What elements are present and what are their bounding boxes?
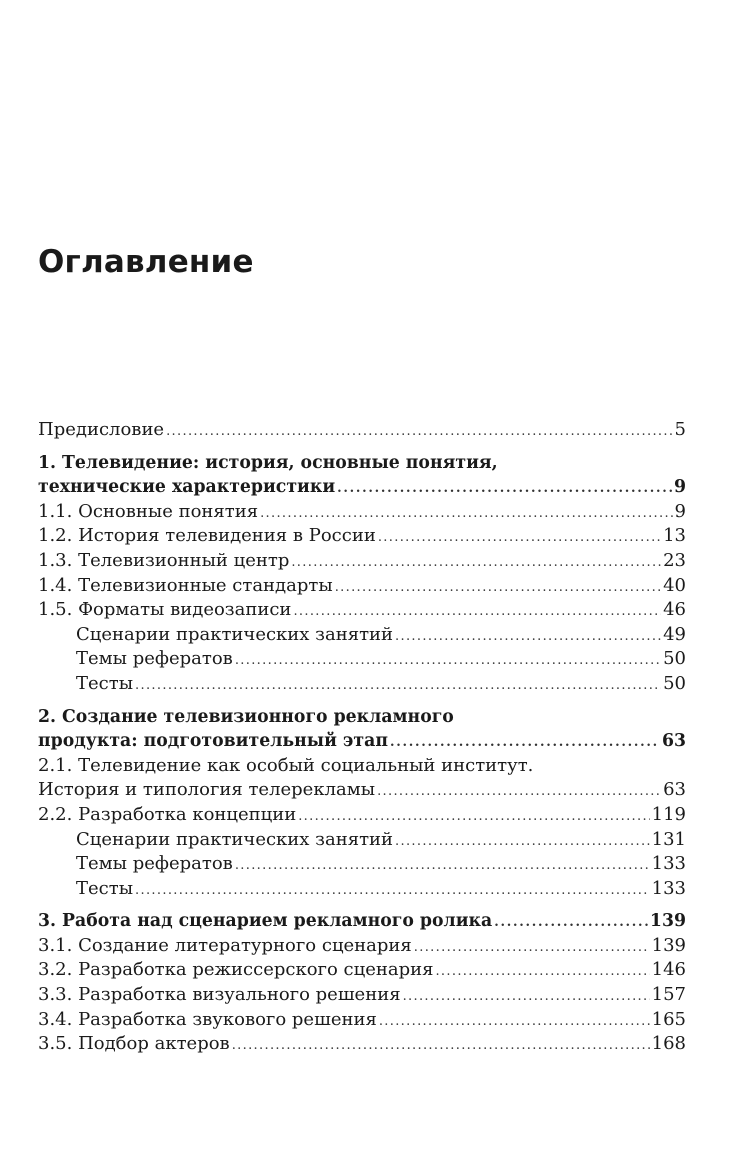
toc-page-number: 165 bbox=[651, 1008, 686, 1030]
dot-leader bbox=[260, 502, 672, 527]
dot-leader bbox=[235, 649, 661, 674]
toc-entry bbox=[38, 549, 686, 574]
toc-entry-title: 2.1. Телевидение как особый социальный институт. bbox=[38, 754, 534, 776]
dot-leader bbox=[293, 600, 661, 625]
toc-entry bbox=[38, 574, 686, 599]
toc-entry-title: 1.1. Основные понятия bbox=[38, 500, 259, 522]
toc-entry bbox=[38, 877, 686, 902]
toc-entry bbox=[38, 623, 686, 648]
toc-entry-title: Темы рефератов bbox=[76, 648, 233, 670]
toc-page-number: 133 bbox=[651, 853, 686, 875]
toc-chapter-3 bbox=[38, 909, 686, 1057]
toc-entry-title: 3.4. Разработка звукового решения bbox=[38, 1008, 377, 1030]
dot-leader bbox=[232, 1034, 650, 1059]
toc-page-number: 40 bbox=[663, 574, 686, 596]
toc-entry-title: История и типология телерекламы bbox=[38, 779, 376, 801]
toc-entry bbox=[38, 1032, 686, 1057]
dot-leader bbox=[337, 477, 672, 502]
dot-leader bbox=[335, 576, 661, 601]
dot-leader bbox=[414, 936, 650, 961]
toc-chapter-2 bbox=[38, 705, 686, 902]
toc-entry bbox=[38, 500, 686, 525]
toc-page-number: 9 bbox=[673, 477, 686, 498]
toc-preface bbox=[38, 418, 686, 443]
toc-entry-title: Темы рефератов bbox=[76, 853, 233, 875]
dot-leader bbox=[403, 985, 650, 1010]
toc-entry-title: 1.5. Форматы видеозаписи bbox=[38, 599, 292, 621]
toc-entry bbox=[38, 475, 686, 500]
toc-page-number: 50 bbox=[663, 672, 686, 694]
toc-entry-title: Сценарии практических занятий bbox=[76, 828, 394, 850]
toc-entry-title: Сценарии практических занятий bbox=[76, 623, 394, 645]
dot-leader bbox=[395, 625, 661, 650]
toc-page-number: 146 bbox=[651, 959, 686, 981]
toc-entry-title: 3.2. Разработка режиссерского сценария bbox=[38, 959, 434, 981]
toc-page-number: 139 bbox=[651, 934, 686, 956]
toc-page-number: 63 bbox=[661, 731, 686, 752]
toc-entry bbox=[38, 1008, 686, 1033]
dot-leader bbox=[135, 674, 661, 699]
toc-page-number: 168 bbox=[651, 1033, 686, 1055]
toc-page-number: 49 bbox=[663, 623, 686, 645]
dot-leader bbox=[135, 879, 650, 904]
toc-entry-title: 2.2. Разработка концепции bbox=[38, 803, 297, 825]
dot-leader bbox=[298, 805, 649, 830]
toc-entry bbox=[38, 958, 686, 983]
toc-page-number: 23 bbox=[663, 549, 686, 571]
toc-entry-title: 1.3. Телевизионный центр bbox=[38, 549, 290, 571]
toc-entry bbox=[38, 524, 686, 549]
toc-entry bbox=[38, 598, 686, 623]
dot-leader bbox=[379, 1010, 650, 1035]
toc-page-number: 119 bbox=[651, 803, 686, 825]
toc-page-number: 157 bbox=[651, 984, 686, 1006]
toc-entry-title: Тесты bbox=[76, 672, 134, 694]
toc-entry bbox=[38, 909, 686, 934]
toc-entry bbox=[38, 803, 686, 828]
dot-leader bbox=[377, 780, 661, 805]
chapter-title: технические характеристики bbox=[38, 477, 336, 498]
toc-entry-title: 1.4. Телевизионные стандарты bbox=[38, 574, 333, 596]
toc-page-number: 46 bbox=[663, 599, 686, 621]
toc-entry bbox=[38, 828, 686, 853]
toc-page-number: 9 bbox=[674, 500, 686, 522]
toc-entry bbox=[38, 647, 686, 672]
toc-entry bbox=[38, 934, 686, 959]
toc-entry-title: 3.1. Создание литературного сценария bbox=[38, 934, 412, 956]
toc-entry-title: Тесты bbox=[76, 877, 134, 899]
toc-page-number: 131 bbox=[651, 828, 686, 850]
chapter-title: 3. Работа над сценарием рекламного ролика bbox=[38, 911, 493, 932]
toc-chapter-1 bbox=[38, 451, 686, 697]
table-of-contents bbox=[38, 418, 686, 1065]
dot-leader bbox=[291, 551, 661, 576]
toc-entry bbox=[38, 778, 686, 803]
toc-entry-title: 3.3. Разработка визуального решения bbox=[38, 984, 401, 1006]
dot-leader bbox=[435, 960, 649, 985]
toc-page-number: 5 bbox=[674, 419, 686, 440]
toc-page-number: 13 bbox=[663, 525, 686, 547]
page-title: Оглавление bbox=[38, 244, 254, 280]
toc-entry bbox=[38, 983, 686, 1008]
toc-entry-title: Предисловие bbox=[38, 419, 165, 440]
chapter-title: 1. Телевидение: история, основные понятия, bbox=[38, 452, 498, 473]
dot-leader bbox=[166, 420, 672, 445]
chapter-title: продукта: подготовительный этап bbox=[38, 731, 388, 752]
chapter-title: 2. Создание телевизионного рекламного bbox=[38, 706, 454, 727]
dot-leader bbox=[235, 854, 650, 879]
dot-leader bbox=[494, 911, 648, 936]
toc-entry bbox=[38, 672, 686, 697]
toc-page-number: 50 bbox=[663, 648, 686, 670]
toc-entry bbox=[38, 852, 686, 877]
dot-leader bbox=[395, 830, 650, 855]
toc-page-number: 133 bbox=[651, 877, 686, 899]
toc-page-number: 139 bbox=[649, 911, 686, 932]
toc-entry-title: 1.2. История телевидения в России bbox=[38, 525, 376, 547]
toc-page-number: 63 bbox=[663, 779, 686, 801]
toc-entry bbox=[38, 729, 686, 754]
toc-entry-title: 3.5. Подбор актеров bbox=[38, 1033, 230, 1055]
toc-entry bbox=[38, 418, 686, 443]
dot-leader bbox=[378, 526, 661, 551]
dot-leader bbox=[390, 731, 660, 756]
